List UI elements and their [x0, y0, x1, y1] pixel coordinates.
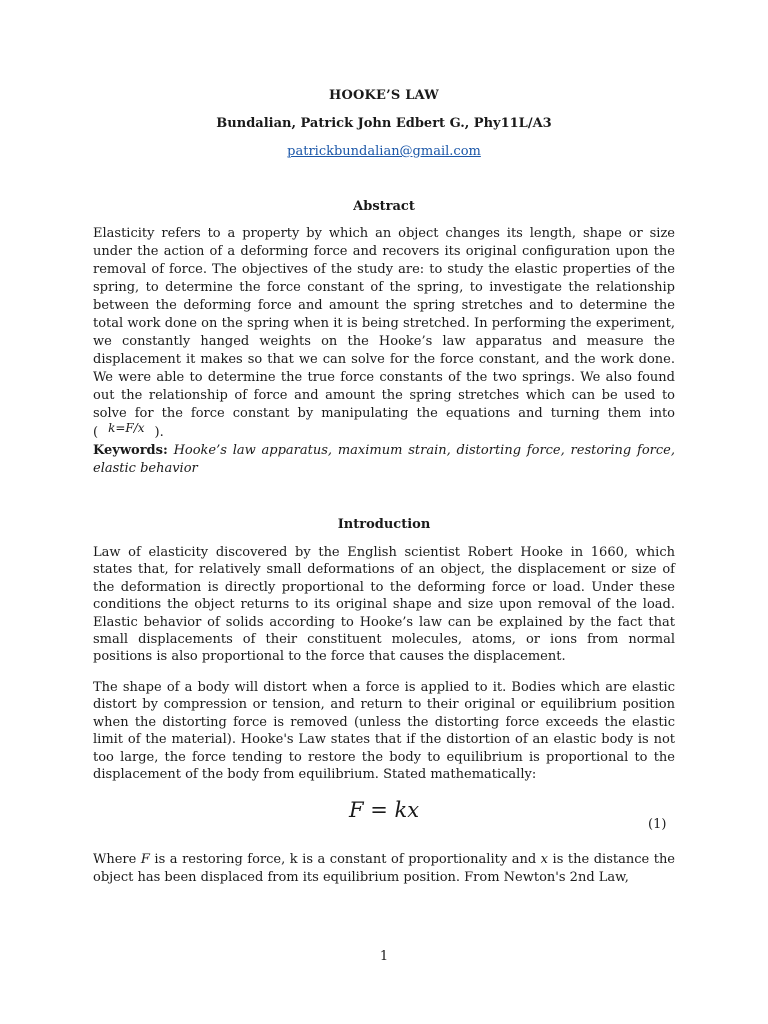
- abstract-heading: Abstract: [353, 199, 415, 214]
- equation-number: (1): [648, 817, 667, 832]
- where-text-1: Where: [93, 852, 141, 867]
- introduction-paragraph-2: The shape of a body will distort when a force is applied to it. Bodies which are elastic distort by compression or tension, and return to their original or equilibrium position when the distorting force is removed (unless the distorting force exceeds the elastic limit of the material). Hooke's Law states that if the distortion of an elastic body is not too large, the force tending to restore the body to equilibrium is proportional to the displacement of the body from equilibrium. Stated mathematically:: [93, 680, 675, 783]
- where-paragraph: [93, 851, 675, 887]
- author-line: Bundalian, Patrick John Edbert G., Phy11L/A3: [216, 116, 552, 131]
- paper-title: HOOKE’S LAW: [329, 88, 439, 103]
- keywords-paragraph: [93, 442, 675, 478]
- introduction-paragraph-1: Law of elasticity discovered by the English scientist Robert Hooke in 1660, which states that, for relatively small deformations of an object, the displacement or size of the deformation is directly proportional to the deforming force or load. Under these conditions the object returns to its original shape and size upon removal of the load. Elastic behavior of solids according to Hooke’s law can be explained by the fact that small displacements of their constituent molecules, atoms, or ions from normal positions is also proportional to the force that causes the displacement.: [93, 545, 675, 665]
- abstract-paragraph: [93, 225, 675, 442]
- variable-f: F: [140, 852, 150, 867]
- keywords-label: Keywords:: [93, 443, 168, 458]
- abstract-body: Elasticity refers to a property by which an object changes its length, shape or size under the action of a deforming force and recovers its original configuration upon the removal of force. The objectives of the study are: to study the elastic properties of the spring, to determine the force constant of the spring, to investigate the relationship between the deforming force and amount the spring stretches and to determine the total work done on the spring when it is being stretched. In performing the experiment, we constantly hanged weights on the Hooke’s law apparatus and measure the displacement it makes so that we can solve for the force constant, and the work done. We were able to determine the true force constants of the two springs. We also found out the relationship of force and amount the spring stretches which can be used to solve for the force constant by manipulating the equations and turning them into (: [93, 226, 675, 440]
- page-number: 1: [379, 949, 389, 964]
- email-link[interactable]: patrickbundalian@gmail.com: [287, 144, 481, 159]
- where-text-2: is a restoring force, k is a constant of proportionality and: [149, 852, 541, 867]
- abstract-closing: ).: [154, 425, 164, 440]
- hookes-law-equation: F = kx: [348, 798, 420, 822]
- keywords-text: Hooke’s law apparatus, maximum strain, distorting force, restoring force, elastic behavior: [93, 443, 675, 476]
- where-text-3: is the distance the object has been displaced from its equilibrium position. From Newton's 2nd Law,: [93, 852, 676, 885]
- introduction-heading: Introduction: [337, 517, 431, 532]
- author-email: [0, 144, 768, 159]
- inline-equation: k=F/x: [108, 421, 145, 435]
- variable-x: x: [540, 852, 549, 867]
